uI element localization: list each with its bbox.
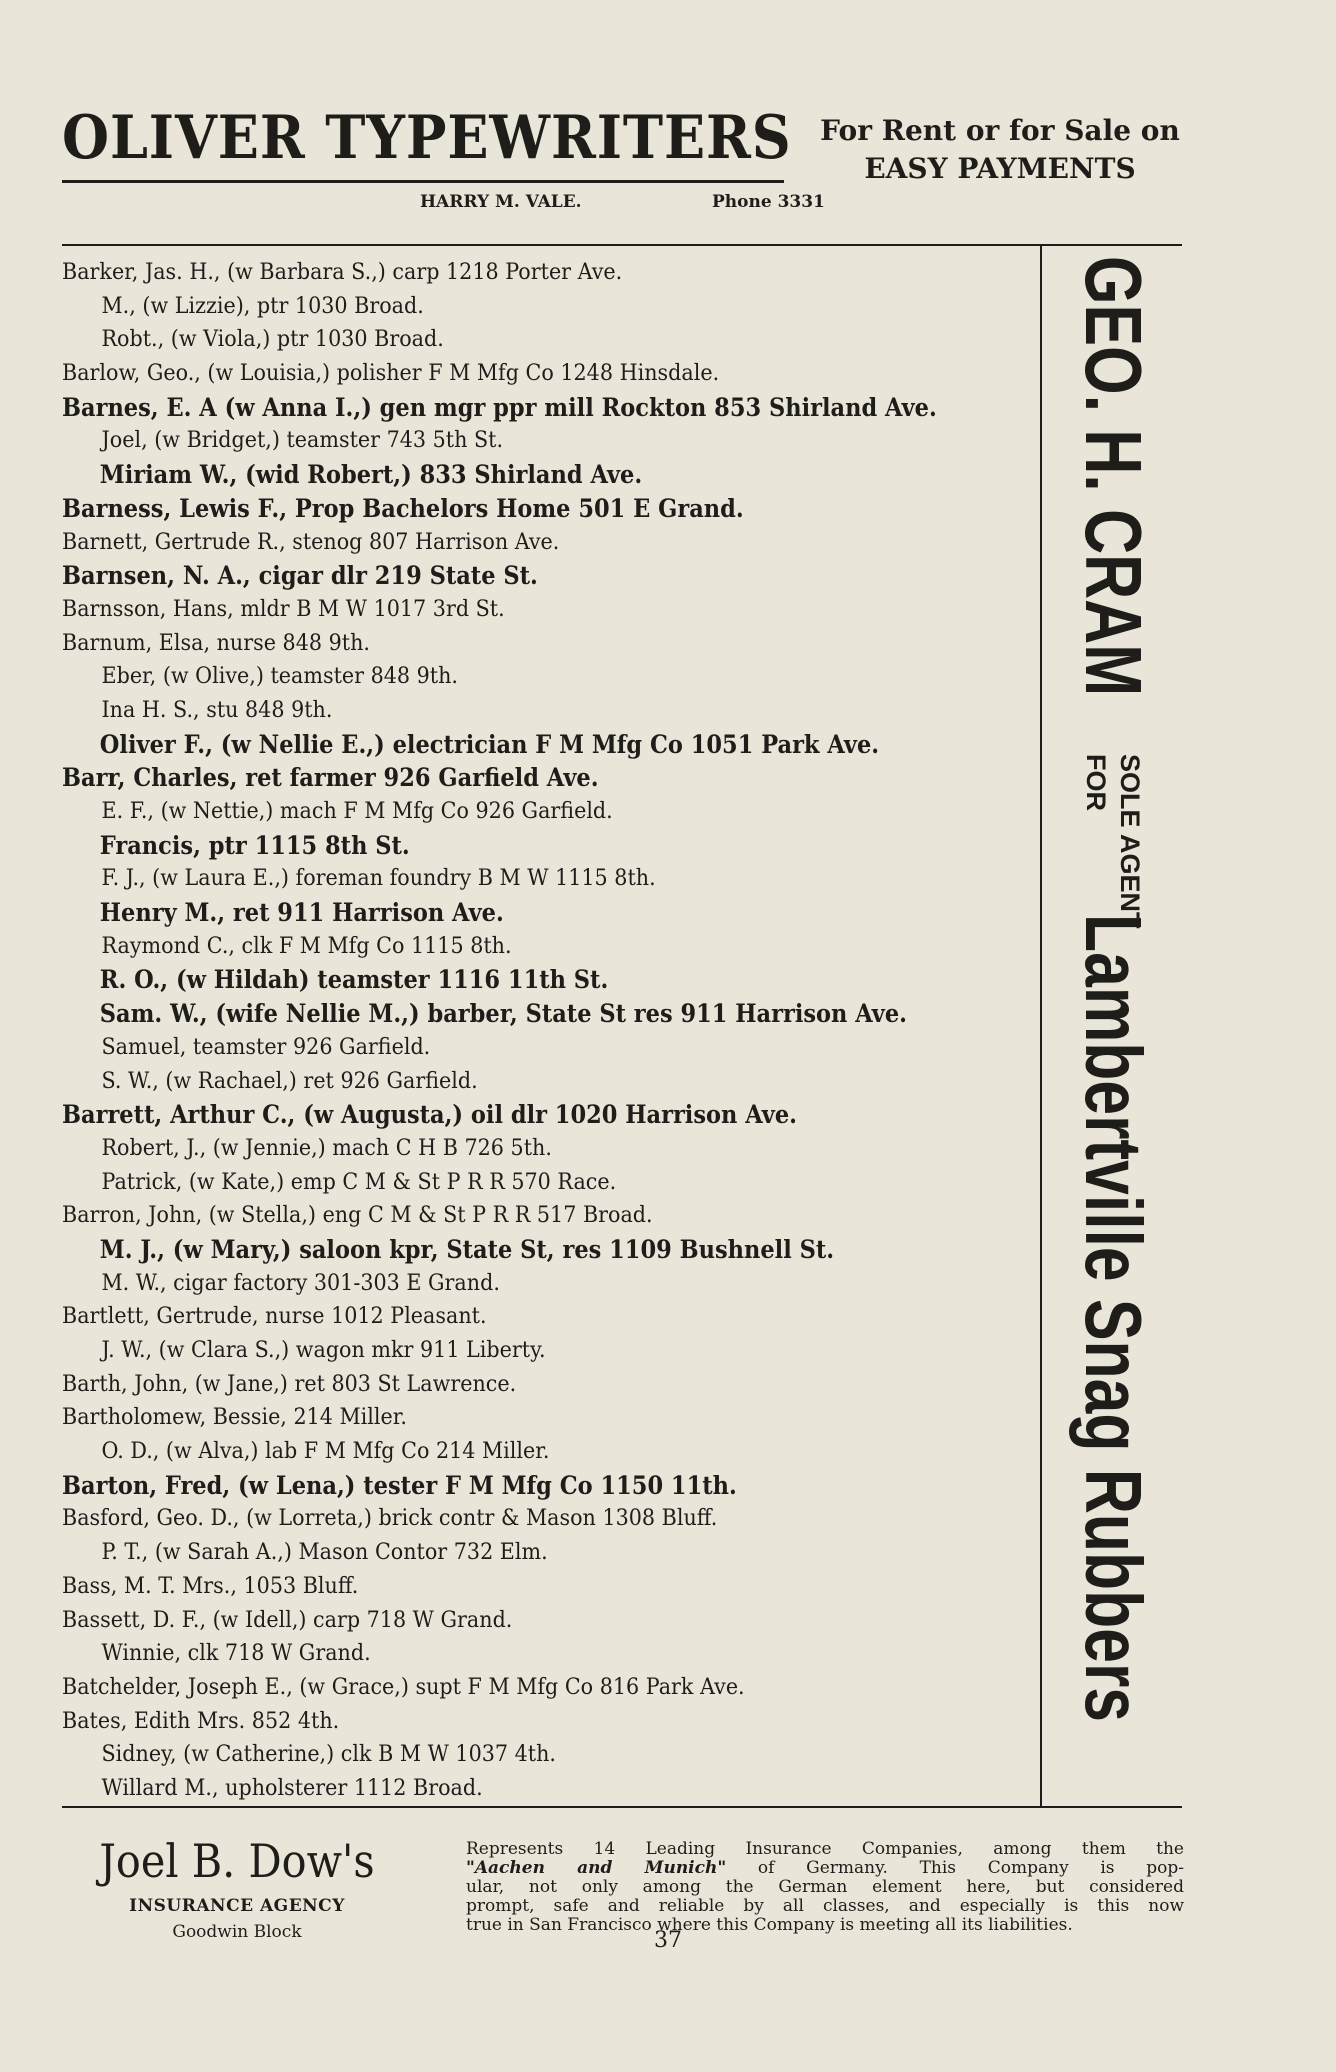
dow-ad-description: [466, 1840, 1184, 1935]
dow-ad-name: Joel B. Dow's: [99, 1834, 375, 1888]
directory-entry: M. J., (w Mary,) saloon kpr, State St, res 1109 Bushnell St.: [99, 1234, 835, 1264]
directory-entry: Francis, ptr 1115 8th St.: [99, 830, 410, 860]
cram-ad-agent: [1079, 754, 1147, 929]
directory-entry: F. J., (w Laura E.,) foreman foundry B M W 1115 8th.: [101, 866, 656, 892]
bottom-divider: [62, 1806, 1182, 1808]
directory-entry: Barker, Jas. H., (w Barbara S.,) carp 1218 Porter Ave.: [62, 260, 623, 285]
directory-entry: R. O., (w Hildah) teamster 1116 11th St.: [99, 965, 609, 995]
cram-ad-name: GEO. H. CRAM: [1069, 256, 1158, 697]
directory-listing: [62, 256, 1037, 1806]
top-divider: [62, 244, 1182, 246]
directory-entry: Barr, Charles, ret farmer 926 Garfield Ave.: [62, 763, 599, 793]
page-number: 37: [654, 1928, 682, 1953]
directory-entry: P. T., (w Sarah A.,) Mason Contor 732 Elm.: [101, 1540, 548, 1566]
desc-line-5: true in San Francisco where this Company is meeting all its liabilities.: [466, 1915, 1073, 1935]
directory-entry: Bassett, D. F., (w Idell,) carp 718 W Grand.: [62, 1607, 513, 1633]
typewriter-ad-proprietor: HARRY M. VALE.: [420, 192, 582, 212]
directory-entry: J. W., (w Clara S.,) wagon mkr 911 Liberty.: [101, 1338, 546, 1363]
directory-entry: Bates, Edith Mrs. 852 4th.: [62, 1708, 340, 1734]
offer-line-2: EASY PAYMENTS: [864, 152, 1136, 185]
directory-entry: Miriam W., (wid Robert,) 833 Shirland Ave.: [99, 460, 643, 490]
directory-entry: Raymond C., clk F M Mfg Co 1115 8th.: [101, 933, 512, 959]
directory-entry: Bartholomew, Bessie, 214 Miller.: [62, 1405, 407, 1431]
dow-ad-title-block: [62, 1834, 412, 1942]
agent-line-2: FOR: [1081, 754, 1111, 811]
desc-line-4: prompt, safe and reliable by all classes, and especially is this now: [466, 1896, 1184, 1916]
directory-entry: Barnum, Elsa, nurse 848 9th.: [62, 630, 370, 656]
directory-entry: Winnie, clk 718 W Grand.: [101, 1641, 371, 1667]
directory-entry: Barnsen, N. A., cigar dlr 219 State St.: [62, 561, 538, 591]
directory-entry: Bartlett, Gertrude, nurse 1012 Pleasant.: [62, 1304, 487, 1330]
directory-entry: E. F., (w Nettie,) mach F M Mfg Co 926 Garfield.: [101, 799, 613, 824]
desc-company: "Aachen and Munich": [466, 1858, 727, 1878]
typewriter-ad-phone: Phone 3331: [712, 192, 825, 212]
directory-entry: O. D., (w Alva,) lab F M Mfg Co 214 Miller.: [101, 1439, 550, 1465]
directory-entry: Barness, Lewis F., Prop Bachelors Home 501 E Grand.: [62, 493, 744, 523]
directory-entry: Ina H. S., stu 848 9th.: [101, 697, 333, 723]
header-rule: [62, 180, 784, 183]
directory-entry: Barlow, Geo., (w Louisia,) polisher F M Mfg Co 1248 Hinsdale.: [62, 361, 720, 387]
directory-entry: S. W., (w Rachael,) ret 926 Garfield.: [101, 1068, 478, 1094]
directory-entry: Sam. W., (wife Nellie M.,) barber, State St res 911 Harrison Ave.: [99, 999, 908, 1029]
directory-entry: Batchelder, Joseph E., (w Grace,) supt F M Mfg Co 816 Park Ave.: [62, 1674, 745, 1700]
directory-entry: Barnes, E. A (w Anna I.,) gen mgr ppr mill Rockton 853 Shirland Ave.: [62, 392, 937, 422]
offer-line-1: For Rent or for Sale on: [820, 114, 1180, 147]
directory-entry: M., (w Lizzie), ptr 1030 Broad.: [101, 293, 424, 319]
directory-entry: Barnsson, Hans, mldr B M W 1017 3rd St.: [62, 596, 505, 622]
directory-entry: Samuel, teamster 926 Garfield.: [101, 1034, 431, 1060]
typewriter-ad-offer: [800, 112, 1200, 188]
directory-entry: Barnett, Gertrude R., stenog 807 Harrison Ave.: [62, 529, 560, 555]
directory-entry: Oliver F., (w Nellie E.,) electrician F M Mfg Co 1051 Park Ave.: [99, 729, 880, 759]
dow-ad-agency: INSURANCE AGENCY: [129, 1896, 345, 1916]
directory-entry: Henry M., ret 911 Harrison Ave.: [99, 898, 504, 928]
directory-entry: Barrett, Arthur C., (w Augusta,) oil dlr 1020 Harrison Ave.: [62, 1100, 797, 1130]
directory-entry: M. W., cigar factory 301-303 E Grand.: [101, 1270, 500, 1296]
directory-entry: Barron, John, (w Stella,) eng C M & St P R R 517 Broad.: [62, 1203, 653, 1229]
directory-entry: Bass, M. T. Mrs., 1053 Bluff.: [62, 1573, 359, 1599]
directory-entry: Willard M., upholsterer 1112 Broad.: [101, 1775, 483, 1801]
directory-entry: Basford, Geo. D., (w Lorreta,) brick contr & Mason 1308 Bluff.: [62, 1506, 718, 1532]
agent-line-1: SOLE AGENT: [1115, 754, 1145, 929]
directory-entry: Robt., (w Viola,) ptr 1030 Broad.: [101, 327, 444, 353]
desc-line-2-rest: of Germany. This Company is pop-: [726, 1858, 1184, 1878]
desc-line-3: ular, not only among the German element here, but considered: [466, 1877, 1184, 1897]
directory-entry: Barton, Fred, (w Lena,) tester F M Mfg Co 1150 11th.: [62, 1470, 737, 1500]
column-divider: [1040, 244, 1042, 1808]
cram-ad-product: Lambertville Snag Rubbers: [1069, 914, 1158, 1722]
directory-entry: Patrick, (w Kate,) emp C M & St P R R 570 Race.: [101, 1169, 617, 1195]
directory-entry: Robert, J., (w Jennie,) mach C H B 726 5th.: [101, 1135, 552, 1161]
typewriter-ad-title: OLIVER TYPEWRITERS: [62, 103, 792, 173]
directory-entry: Sidney, (w Catherine,) clk B M W 1037 4th.: [101, 1742, 556, 1768]
directory-entry: Joel, (w Bridget,) teamster 743 5th St.: [101, 428, 504, 454]
directory-entry: Barth, John, (w Jane,) ret 803 St Lawrence.: [62, 1371, 517, 1397]
directory-entry: Eber, (w Olive,) teamster 848 9th.: [101, 664, 458, 690]
dow-ad-address: Goodwin Block: [172, 1922, 302, 1942]
desc-line-1: Represents 14 Leading Insurance Companies, among them the: [466, 1839, 1184, 1859]
desc-line-2: [466, 1859, 1184, 1878]
cram-side-ad: [1048, 256, 1178, 1796]
